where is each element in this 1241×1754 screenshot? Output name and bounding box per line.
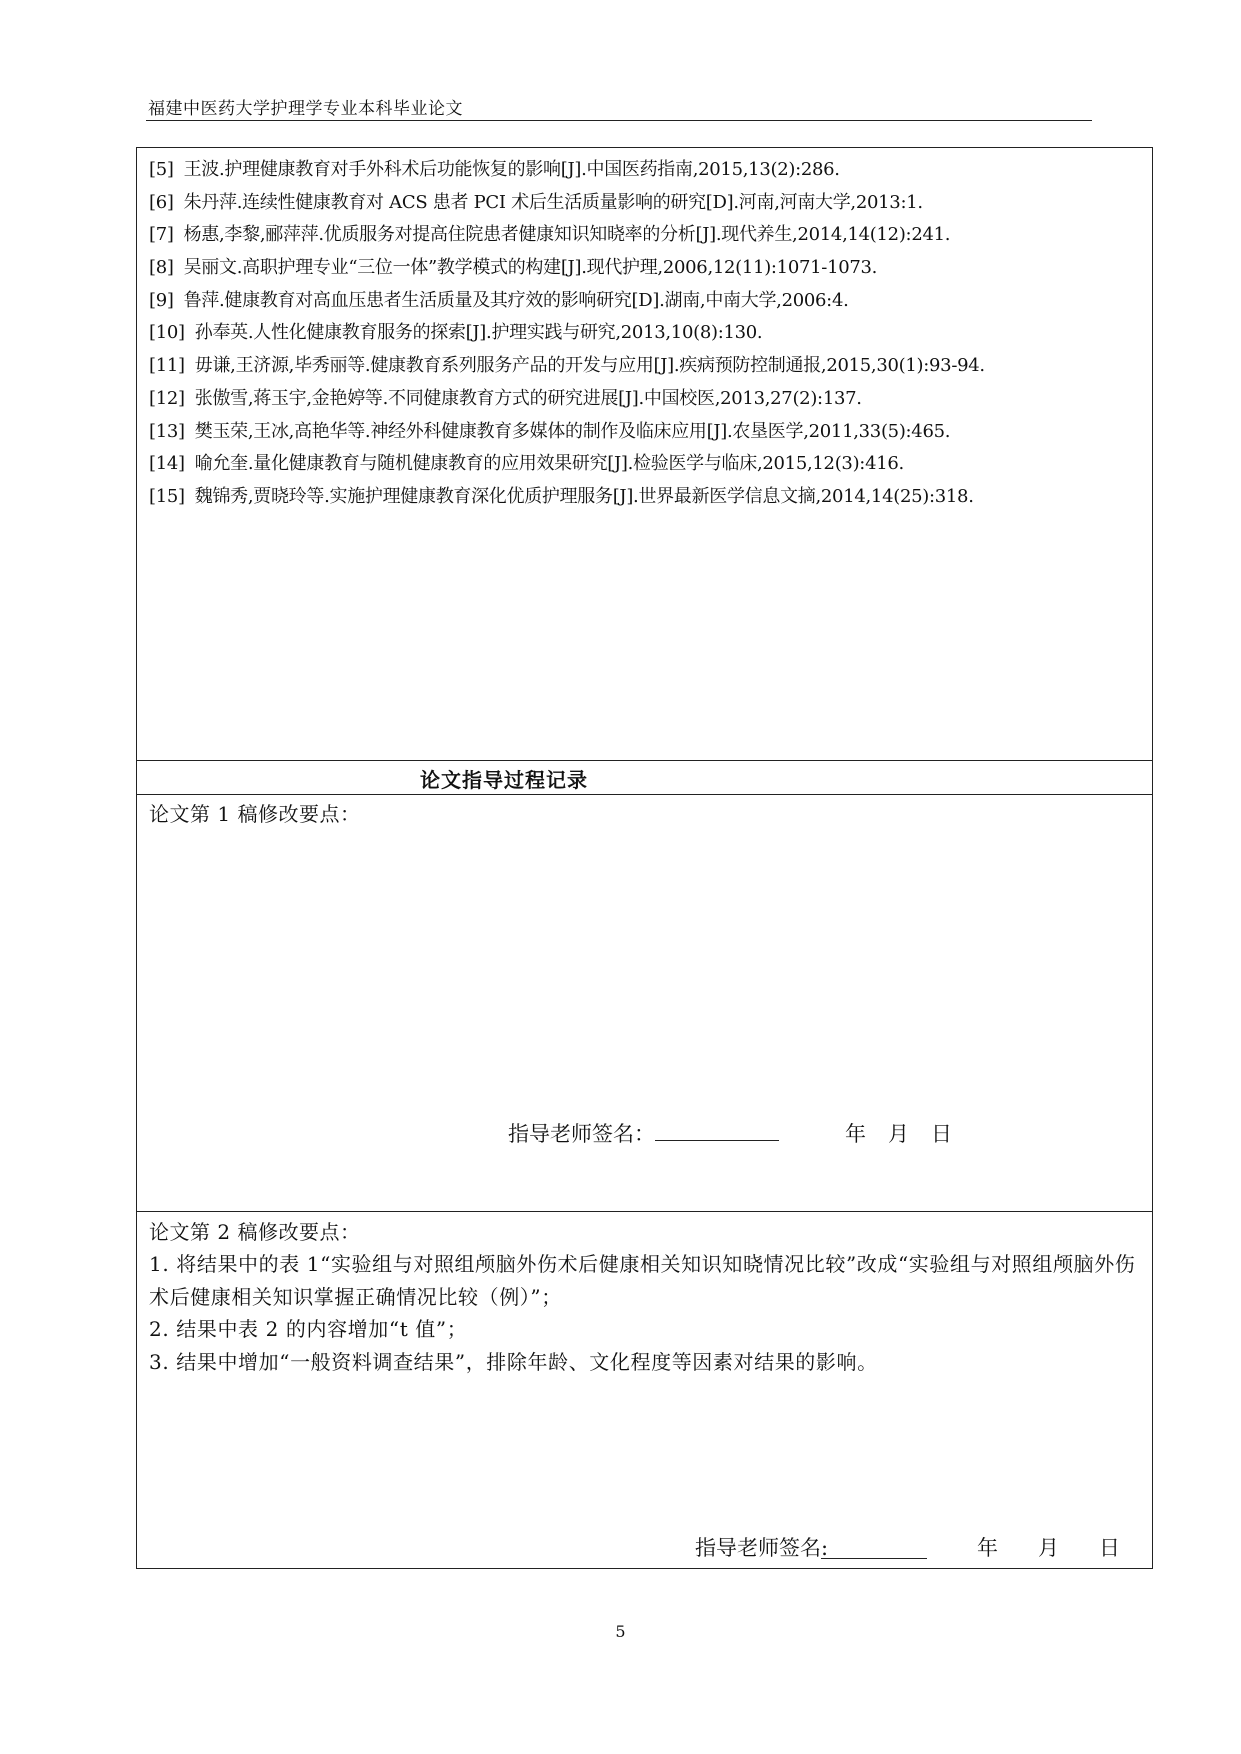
reference-text: 鲁萍.健康教育对高血压患者生活质量及其疗效的影响研究[D].湖南,中南大学,2006:4.	[183, 289, 849, 311]
reference-text: 毋谦,王济源,毕秀丽等.健康教育系列服务产品的开发与应用[J].疾病预防控制通报,2015,30(1):93-94.	[194, 355, 985, 377]
revision2-title: 论文第 2 稿修改要点：	[149, 1220, 361, 1244]
reference-item	[149, 317, 1144, 350]
reference-item	[149, 416, 1144, 449]
reference-text: 樊玉荣,王冰,高艳华等.神经外科健康教育多媒体的制作及临床应用[J].农垦医学,2011,33(5):465.	[194, 420, 951, 442]
revision1-signature-row	[508, 1118, 952, 1148]
revision1-title: 论文第 1 稿修改要点：	[149, 802, 361, 826]
signature-line[interactable]	[821, 1536, 927, 1559]
date-day-label: 日	[931, 1122, 952, 1147]
reference-item	[149, 350, 1144, 383]
revision2-item: 2. 结果中表 2 的内容增加“t 值”；	[149, 1317, 468, 1341]
reference-text: 杨惠,李黎,郦萍萍.优质服务对提高住院患者健康知识知晓率的分析[J].现代养生,2014,14(12):241.	[183, 224, 951, 246]
reference-number: [6]	[149, 191, 174, 213]
reference-number: [11]	[149, 355, 185, 377]
reference-item	[149, 187, 1144, 220]
signature-label: 指导老师签名	[695, 1536, 821, 1560]
guidance-section-title: 论文指导过程记录	[420, 768, 588, 792]
date-month-label: 月	[1038, 1536, 1059, 1560]
date-month-label: 月	[888, 1122, 909, 1147]
signature-label: 指导老师签名：	[508, 1122, 655, 1147]
reference-number: [12]	[149, 387, 185, 409]
date-year-label: 年	[977, 1536, 998, 1560]
table-divider	[137, 760, 1152, 761]
reference-item	[149, 285, 1144, 318]
header-rule	[146, 120, 1092, 121]
reference-number: [9]	[149, 289, 174, 311]
table-divider	[137, 794, 1152, 795]
reference-number: [10]	[149, 322, 185, 344]
table-divider	[137, 1211, 1152, 1212]
reference-text: 孙奉英.人性化健康教育服务的探索[J].护理实践与研究,2013,10(8):130.	[194, 322, 763, 344]
reference-text: 喻允奎.量化健康教育与随机健康教育的应用效果研究[J].检验医学与临床,2015,12(3):416.	[194, 453, 904, 475]
reference-item	[149, 481, 1144, 514]
reference-item	[149, 252, 1144, 285]
reference-item	[149, 448, 1144, 481]
revision2-item-list	[149, 1248, 1144, 1378]
reference-text: 吴丽文.高职护理专业“三位一体”教学模式的构建[J].现代护理,2006,12(11):1071-1073.	[183, 257, 878, 279]
reference-number: [8]	[149, 257, 174, 279]
reference-list	[149, 154, 1144, 514]
reference-text: 王波.护理健康教育对手外科术后功能恢复的影响[J].中国医药指南,2015,13(2):286.	[183, 159, 840, 180]
reference-text: 张傲雪,蒋玉宇,金艳婷等.不同健康教育方式的研究进展[J].中国校医,2013,27(2):137.	[194, 387, 862, 409]
reference-number: [15]	[149, 485, 185, 507]
page-number: 5	[615, 1622, 626, 1641]
signature-colon: :	[821, 1536, 829, 1560]
reference-number: [5]	[149, 159, 174, 180]
date-year-label: 年	[845, 1122, 866, 1147]
reference-number: [13]	[149, 420, 185, 442]
reference-text: 朱丹萍.连续性健康教育对 ACS 患者 PCI 术后生活质量影响的研究[D].河南,河南大学,2013:1.	[183, 191, 923, 213]
reference-item	[149, 154, 1144, 187]
signature-line[interactable]	[655, 1118, 779, 1141]
reference-number: [7]	[149, 224, 174, 246]
revision2-item: 1. 将结果中的表 1“实验组与对照组颅脑外伤术后健康相关知识知晓情况比较”改成“实验组与对照组颅脑外伤术后健康相关知识掌握正确情况比较（例）”；	[149, 1252, 1136, 1309]
reference-text: 魏锦秀,贾晓玲等.实施护理健康教育深化优质护理服务[J].世界最新医学信息文摘,2014,14(25):318.	[194, 485, 974, 507]
revision2-signature-row	[695, 1532, 1120, 1562]
revision2-item: 3. 结果中增加“一般资料调查结果”，排除年龄、文化程度等因素对结果的影响。	[149, 1349, 878, 1374]
date-day-label: 日	[1099, 1536, 1120, 1560]
guidance-table	[136, 147, 1153, 1569]
reference-item	[149, 383, 1144, 416]
reference-number: [14]	[149, 453, 185, 475]
reference-item	[149, 219, 1144, 252]
document-header-title: 福建中医药大学护理学专业本科毕业论文	[148, 99, 463, 119]
